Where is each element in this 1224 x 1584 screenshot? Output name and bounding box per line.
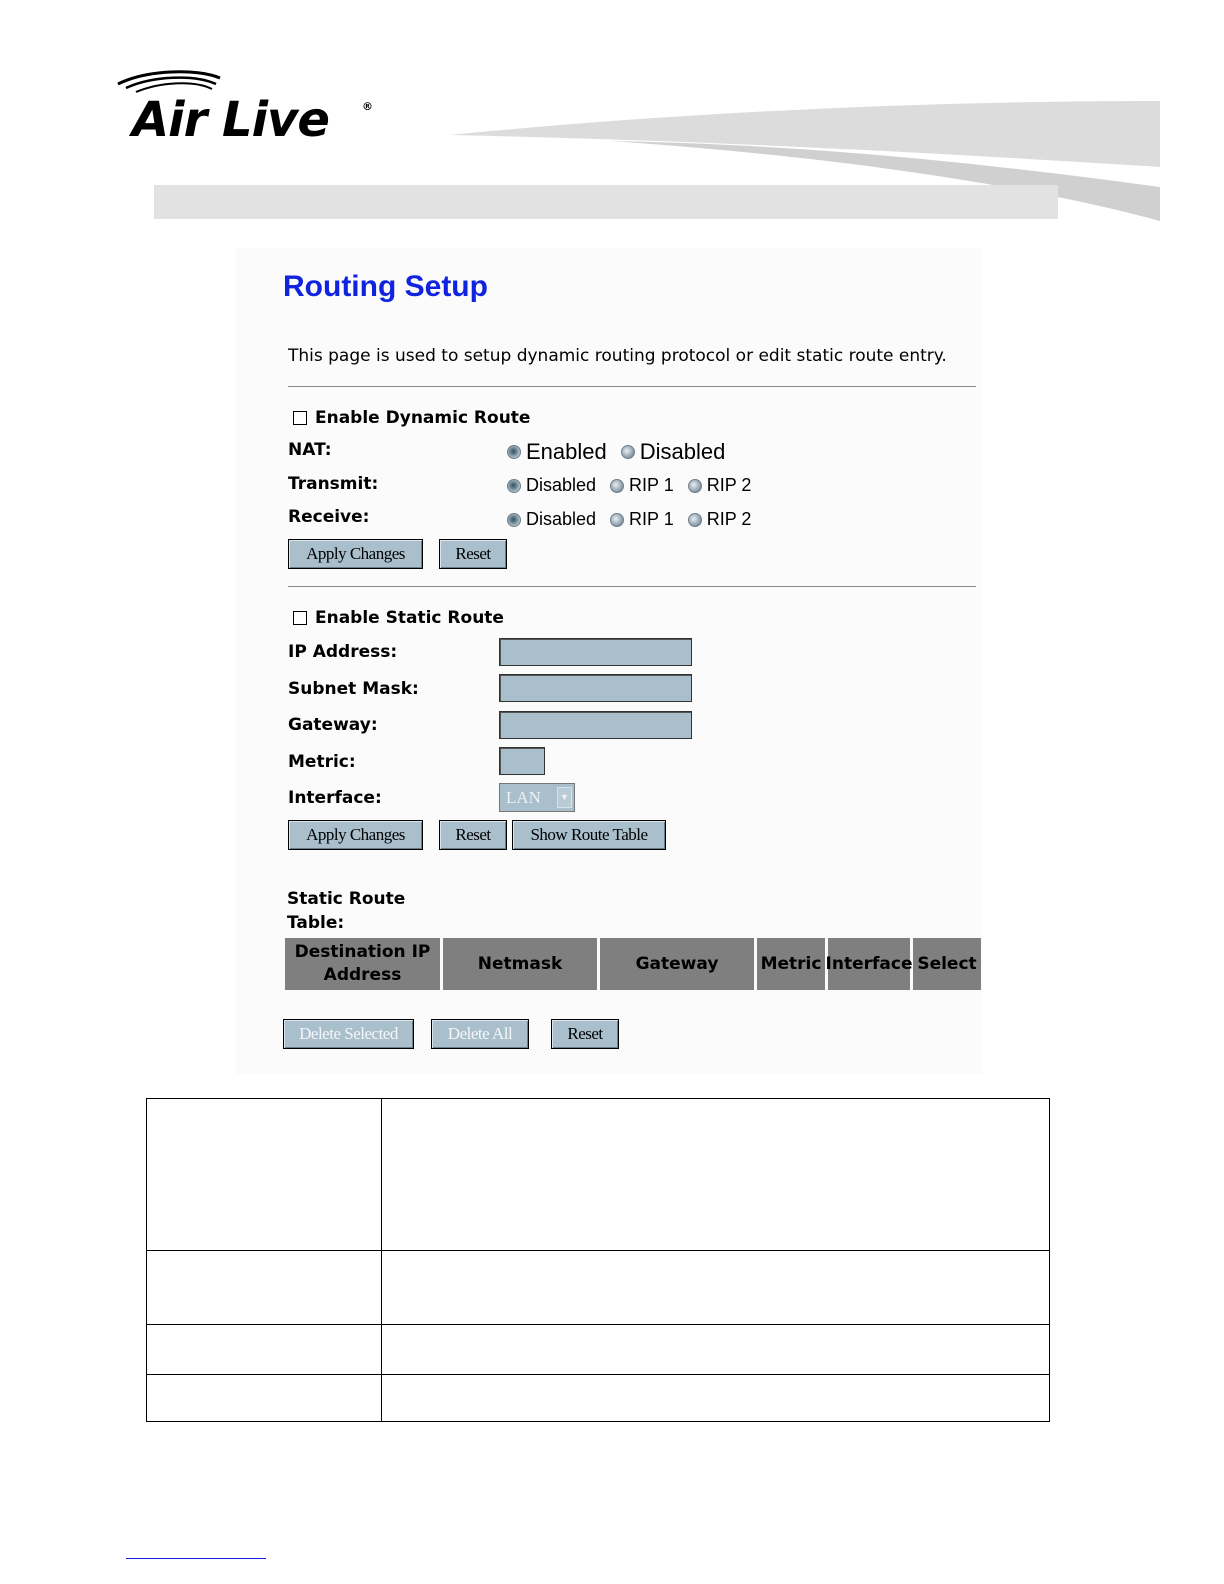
radio-icon[interactable] <box>610 513 624 527</box>
column-header-destination: Destination IP Address <box>285 938 440 990</box>
enable-dynamic-route-label: Enable Dynamic Route <box>315 408 531 428</box>
radio-icon[interactable] <box>621 445 635 459</box>
receive-radio-group <box>507 509 765 530</box>
receive-option-rip1[interactable] <box>610 509 674 530</box>
radio-selected-icon[interactable] <box>507 479 521 493</box>
nat-option-label: Enabled <box>526 439 607 464</box>
nat-radio-group <box>507 439 739 465</box>
column-header-gateway: Gateway <box>600 938 754 990</box>
header-bar <box>154 185 1058 219</box>
transmit-label: Transmit: <box>288 474 379 494</box>
column-header-interface: Interface <box>828 938 910 990</box>
chevron-down-icon[interactable]: ▼ <box>557 787 572 808</box>
nat-option-disabled[interactable] <box>621 439 726 465</box>
interface-select[interactable] <box>499 783 575 812</box>
radio-selected-icon[interactable] <box>507 513 521 527</box>
enable-dynamic-route-checkbox[interactable] <box>293 411 307 425</box>
enable-static-route-label: Enable Static Route <box>315 608 504 628</box>
enable-static-route-checkbox[interactable] <box>293 611 307 625</box>
subnet-mask-input[interactable] <box>499 674 692 702</box>
enable-dynamic-route-row[interactable] <box>293 408 530 428</box>
table-divider <box>381 1099 382 1421</box>
static-reset-button[interactable]: Reset <box>439 820 507 850</box>
receive-option-label: RIP 2 <box>706 509 752 529</box>
divider <box>288 586 976 587</box>
dynamic-apply-changes-button[interactable]: Apply Changes <box>288 539 423 569</box>
footer-link-underline <box>126 1558 266 1559</box>
radio-icon[interactable] <box>610 479 624 493</box>
static-route-table-title: Static Route Table: <box>287 889 406 933</box>
gateway-input[interactable] <box>499 711 692 739</box>
column-header-metric: Metric <box>757 938 825 990</box>
transmit-option-disabled[interactable] <box>507 475 596 496</box>
show-route-table-button[interactable]: Show Route Table <box>512 820 666 850</box>
radio-icon[interactable] <box>688 479 702 493</box>
nat-option-enabled[interactable] <box>507 439 607 465</box>
metric-input[interactable] <box>499 747 545 775</box>
airlive-logo <box>116 68 386 148</box>
delete-all-button[interactable]: Delete All <box>431 1019 529 1049</box>
ip-address-input[interactable] <box>499 638 692 666</box>
radio-icon[interactable] <box>688 513 702 527</box>
metric-label: Metric: <box>288 752 356 772</box>
receive-option-rip2[interactable] <box>688 509 752 530</box>
logo-text: Air Live <box>132 92 329 148</box>
table-row-divider <box>147 1250 1049 1251</box>
transmit-option-rip1[interactable] <box>610 475 674 496</box>
subnet-mask-label: Subnet Mask: <box>288 679 419 699</box>
page-description: This page is used to setup dynamic routing protocol or edit static route entry. <box>288 346 947 366</box>
column-header-netmask: Netmask <box>443 938 597 990</box>
transmit-option-label: RIP 1 <box>629 475 674 495</box>
page-title: Routing Setup <box>283 270 488 303</box>
nat-label: NAT: <box>288 440 332 460</box>
enable-static-route-row[interactable] <box>293 608 504 628</box>
ip-address-label: IP Address: <box>288 642 398 662</box>
table-row-divider <box>147 1324 1049 1325</box>
static-route-table-header <box>285 938 981 990</box>
registered-mark: ® <box>362 100 373 113</box>
column-header-select: Select <box>913 938 981 990</box>
transmit-option-label: RIP 2 <box>706 475 752 495</box>
receive-option-label: RIP 1 <box>629 509 674 529</box>
interface-label: Interface: <box>288 788 382 808</box>
radio-selected-icon[interactable] <box>507 445 521 459</box>
interface-select-value: LAN <box>506 788 541 807</box>
receive-option-disabled[interactable] <box>507 509 596 530</box>
gateway-label: Gateway: <box>288 715 378 735</box>
transmit-option-rip2[interactable] <box>688 475 752 496</box>
transmit-option-label: Disabled <box>526 475 597 495</box>
table-row-divider <box>147 1374 1049 1375</box>
delete-selected-button[interactable]: Delete Selected <box>283 1019 414 1049</box>
receive-option-label: Disabled <box>526 509 597 529</box>
description-table <box>146 1098 1050 1422</box>
dynamic-reset-button[interactable]: Reset <box>439 539 507 569</box>
static-apply-changes-button[interactable]: Apply Changes <box>288 820 423 850</box>
table-reset-button[interactable]: Reset <box>551 1019 619 1049</box>
divider <box>288 386 976 387</box>
nat-option-label: Disabled <box>639 439 726 464</box>
receive-label: Receive: <box>288 507 370 527</box>
transmit-radio-group <box>507 475 765 496</box>
